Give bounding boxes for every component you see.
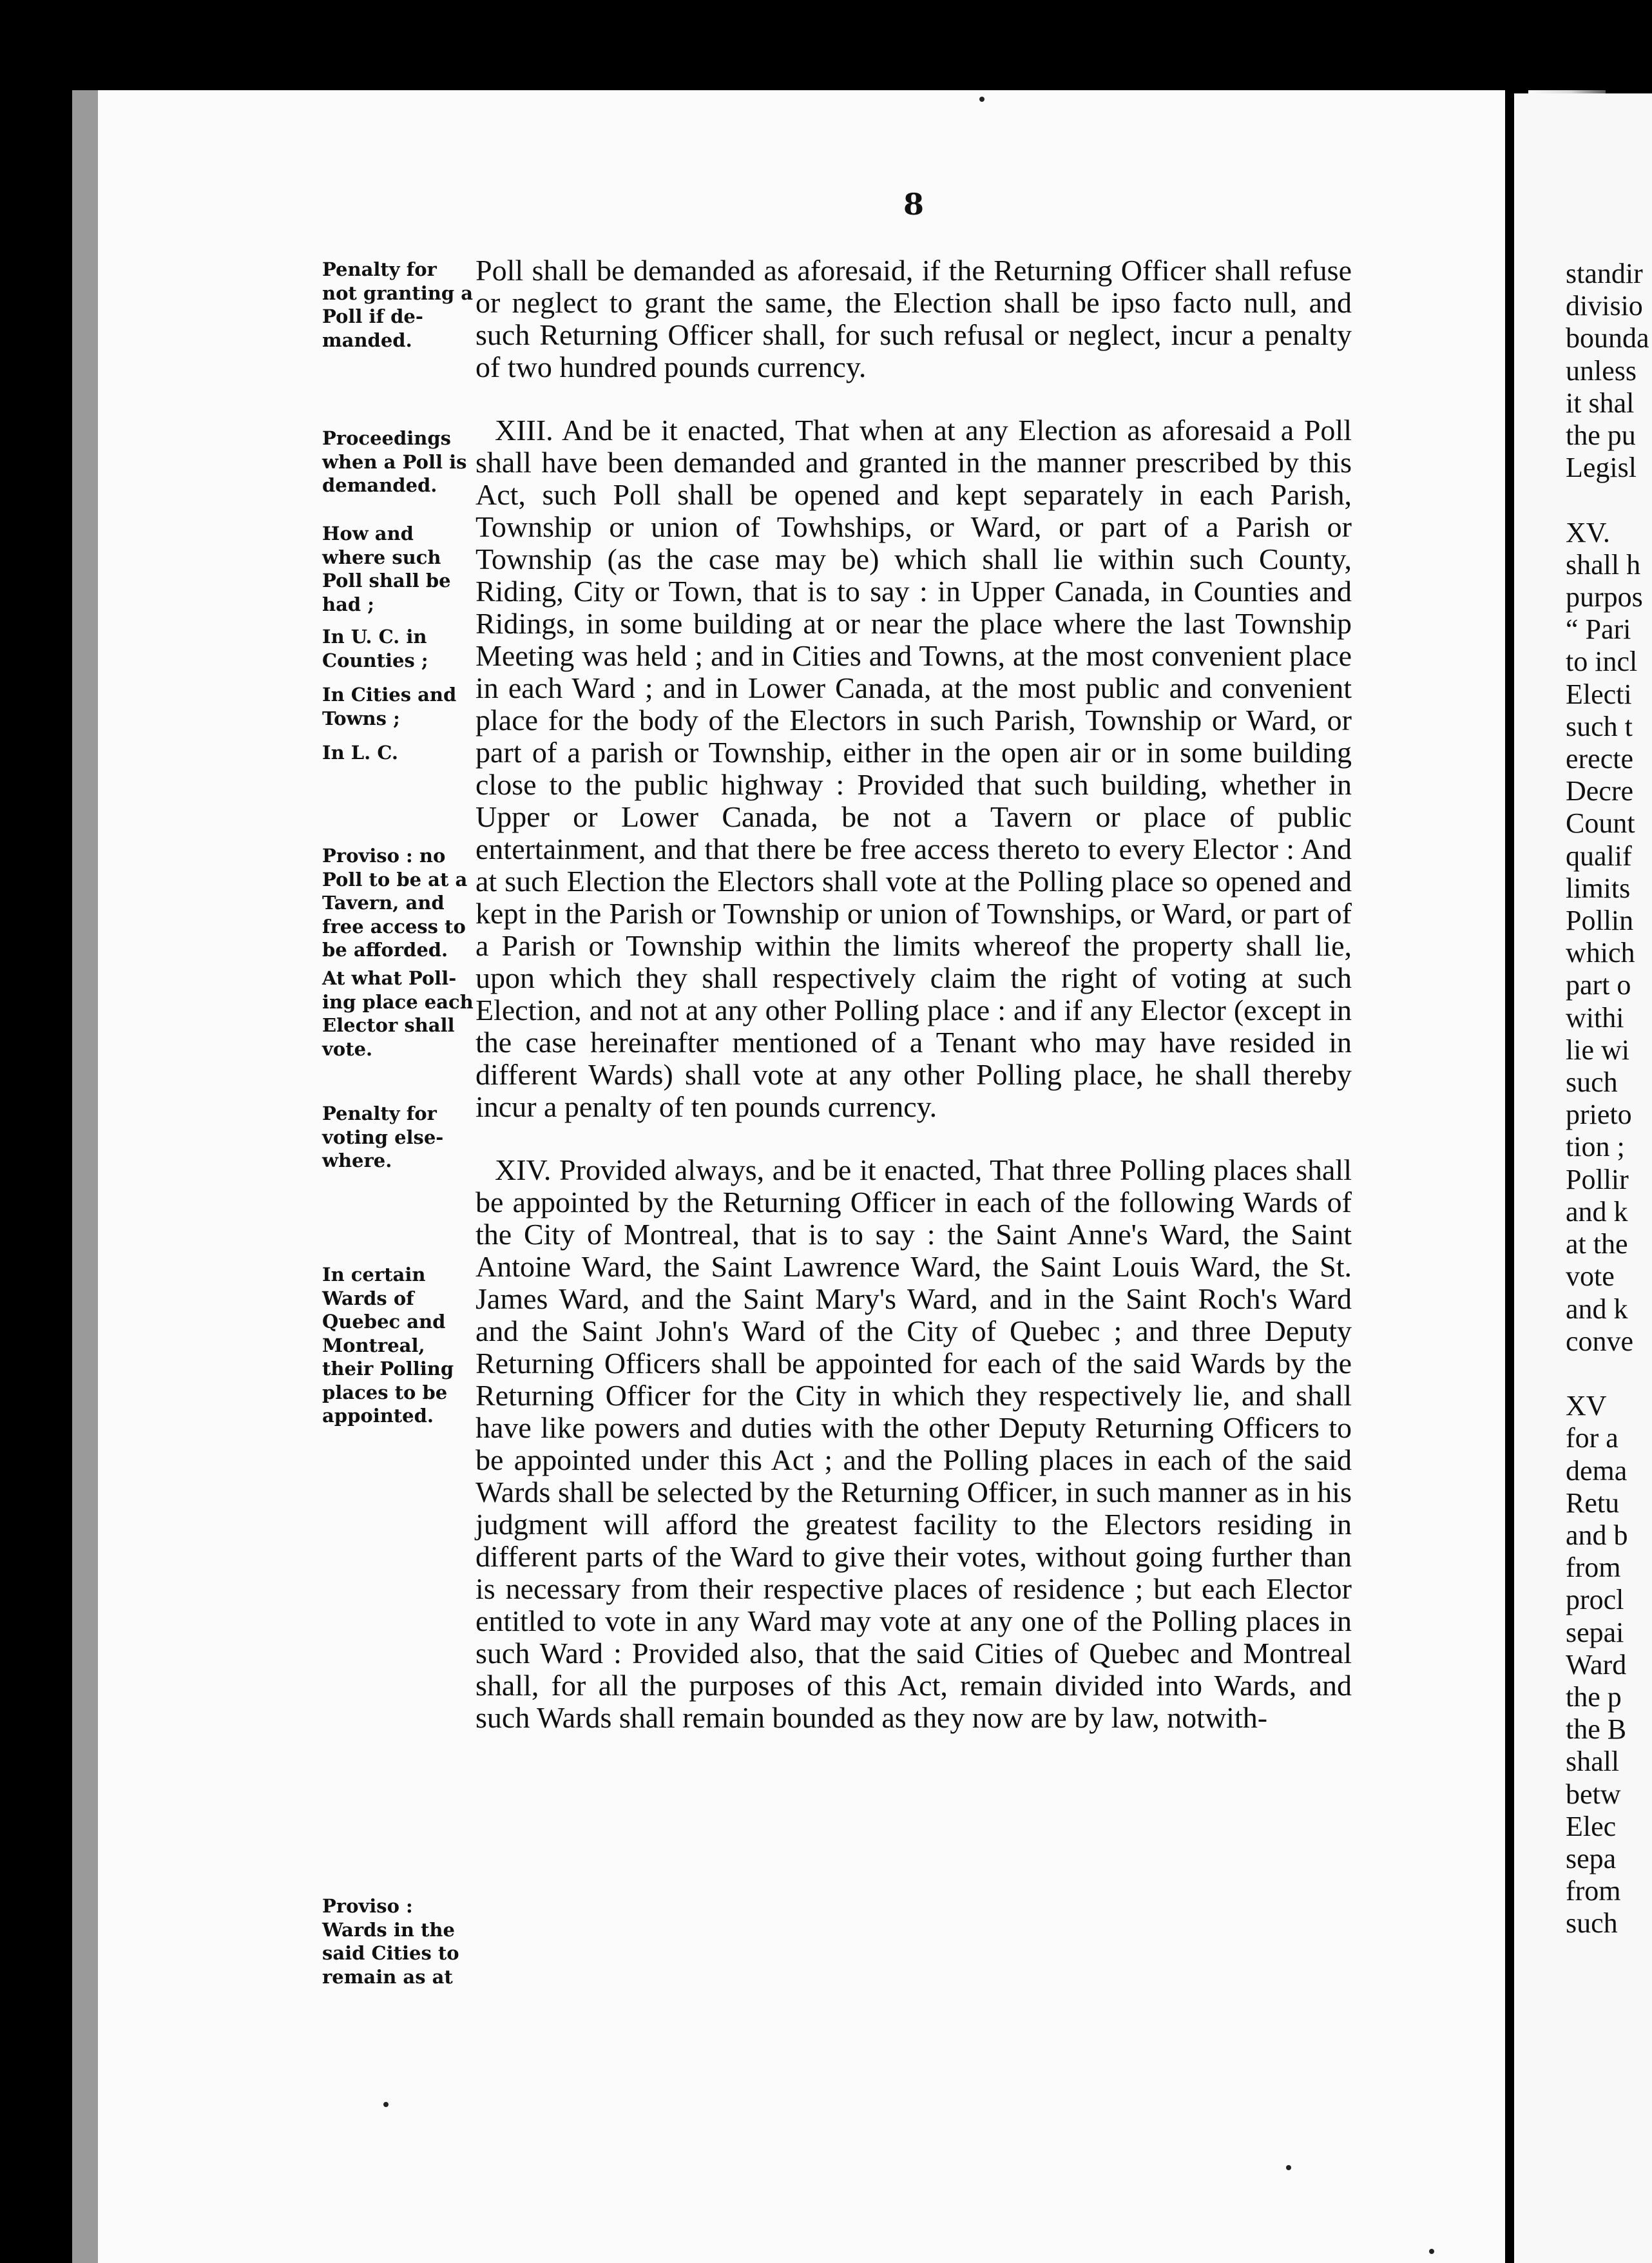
facing-page-line: and k	[1566, 1195, 1628, 1228]
margin-note-penalty-not-granting-poll: Penalty for not granting a Poll if de- manded.	[322, 258, 474, 351]
facing-page-line: Decre	[1566, 775, 1634, 807]
facing-page-line: Elec	[1566, 1810, 1617, 1842]
facing-page-line: conve	[1566, 1325, 1634, 1357]
facing-page-line: Ward	[1566, 1648, 1627, 1680]
facing-page-line: and b	[1566, 1519, 1628, 1551]
margin-note-lower-canada: In L. C.	[322, 742, 398, 764]
facing-page-line: tion ;	[1566, 1131, 1625, 1163]
facing-page-line: divisio	[1566, 290, 1643, 322]
facing-page-line: Count	[1566, 807, 1635, 840]
facing-page-line: “ Pari	[1566, 613, 1631, 646]
facing-page-line: such	[1566, 1066, 1618, 1099]
facing-page-line: purpos	[1566, 581, 1643, 613]
margin-note-polling-place: At what Poll- ing place each Elector shall vote.	[322, 967, 474, 1060]
facing-page-line: XV.	[1566, 516, 1610, 548]
facing-page-line: shall h	[1566, 548, 1641, 581]
facing-page-line: the B	[1566, 1713, 1627, 1746]
facing-page-line: lie wi	[1566, 1034, 1629, 1066]
facing-page-line: withi	[1566, 1001, 1624, 1034]
facing-page-line: shall	[1566, 1746, 1620, 1778]
print-speck	[1429, 2249, 1434, 2254]
facing-page-line: vote	[1566, 1260, 1615, 1293]
facing-page-line: from	[1566, 1552, 1621, 1584]
facing-page-line: qualif	[1566, 840, 1632, 872]
facing-page-line: standir	[1566, 258, 1643, 289]
paragraph-poll-penalty: Poll shall be demanded as aforesaid, if the Returning Officer shall refuse or neglect to grant the same, the Election shall be ipso facto null, and such Returning Officer shall, for such refusal or neglect, incur a penalty of two hundred pounds currency.	[475, 254, 1352, 383]
margin-note-wards-quebec-montreal: In certain Wards of Quebec and Montreal, their Polling places to be appointed.	[322, 1264, 454, 1427]
facing-page-line: from	[1566, 1875, 1621, 1907]
print-speck	[979, 97, 984, 102]
facing-page-line: Retu	[1566, 1487, 1620, 1519]
facing-page-line: prieto	[1566, 1099, 1632, 1131]
facing-page-line: the pu	[1566, 419, 1636, 452]
facing-page-line: limits	[1566, 872, 1631, 904]
facing-page-line: betw	[1566, 1778, 1621, 1810]
facing-page-line: for a	[1566, 1422, 1618, 1454]
facing-page-line: to incl	[1566, 646, 1638, 678]
paragraph-section-xiv: XIV. Provided always, and be it enacted, That three Polling places shall be appointed by the Returning Officer in each of the following Wards of the City of Montreal, that is to say : the Saint Anne's Ward, the Saint Antoine Ward, the Saint Lawrence Ward, the Saint Louis Ward, the St. James Ward, and the Saint Mary's Ward, and in the Saint Roch's Ward and the Saint John's Ward of the City of Quebec ; and three Deputy Returning Officers shall be appointed for each of the said Wards by the Returning Officer for the City in which they respectively lie, and shall have like powers and duties with the other Deputy Returning Officers to be appointed under this Act ; and the Polling places in each of the said Wards shall be selected by the Returning Officer, in such manner as in his judgment will afford the greatest facility to the Electors residing in different parts of the Ward to give their votes, without going further than is necessary from their respective places of residence ; but each Elector entitled to vote in any Ward may vote at any one of the Polling places in such Ward : Provided also, that the said Cities of Quebec and Montreal shall, for all the purposes of this Act, remain divided into Wards, and such Wards shall remain bounded as they now are by law, notwith-	[475, 1153, 1352, 1734]
facing-page-line: erecte	[1566, 743, 1633, 775]
facing-page	[1514, 93, 1652, 2263]
facing-page-line: procl	[1566, 1584, 1624, 1616]
facing-page-line: it shal	[1566, 387, 1635, 419]
facing-page-line: sepai	[1566, 1616, 1624, 1648]
facing-page-line: and k	[1566, 1293, 1628, 1325]
facing-page-line: the p	[1566, 1680, 1622, 1713]
margin-note-upper-canada-counties: In U. C. in Counties ;	[322, 626, 428, 671]
facing-page-line: XV	[1566, 1390, 1607, 1422]
paragraph-section-xiii: XIII. And be it enacted, That when at any Election as aforesaid a Poll shall have been demanded and granted in the manner prescribed by this Act, such Poll shall be opened and kept separately in each Parish, Township or union of Towhships, or Ward, or part of a Parish or Township (as the case may be) which shall lie within such County, Riding, City or Town, that is to say : in Upper Canada, in Counties and Ridings, in some building at or near the place where the last Township Meeting was held ; and in Cities and Towns, at the most convenient place in each Ward ; and in Lower Canada, at the most public and convenient place for the body of the Electors in such Parish, Township or Ward, or part of a parish or Township, either in the open air or in some building close to the public highway : Provided that such building, whether in Upper or Lower Canada, be not a Tavern or place of public entertainment, and that there be free access thereto to every Elector : And at such Election the Electors shall vote at the Polling place so opened and kept in the Parish or Township or union of Townships, or Ward, or part of a Parish or Township within the limits whereof the property shall lie, upon which they shall respectively claim the right of voting at such Election, and not at any other Polling place : and if any Elector (except in the case hereinafter mentioned of a Tenant who may have resided in different Wards) shall vote at any other Polling place, he shall thereby incur a penalty of ten pounds currency.	[475, 414, 1352, 1123]
facing-page-line: such t	[1566, 710, 1633, 742]
print-speck	[1286, 2165, 1291, 2170]
facing-page-line: at the	[1566, 1228, 1628, 1260]
facing-page-line: Pollin	[1566, 905, 1634, 937]
margin-note-penalty-voting-elsewhere: Penalty for voting else- where.	[322, 1103, 444, 1171]
facing-page-line	[1566, 484, 1652, 516]
facing-page-line: Pollir	[1566, 1163, 1629, 1195]
facing-page-line: dema	[1566, 1454, 1628, 1487]
margin-note-proceedings: Proceedings when a Poll is demanded.	[322, 427, 467, 496]
page-number: 8	[903, 187, 925, 222]
facing-page-line: part o	[1566, 969, 1631, 1001]
print-speck	[383, 2102, 389, 2107]
facing-page-line: Electi	[1566, 678, 1632, 710]
body-text	[475, 255, 1352, 1734]
facing-page-line: which	[1566, 937, 1635, 969]
margin-note-proviso-wards: Proviso : Wards in the said Cities to remain as at	[322, 1895, 459, 1988]
facing-page-line: sepa	[1566, 1842, 1617, 1874]
margin-note-proviso-tavern: Proviso : no Poll to be at a Tavern, and free access to be afforded.	[322, 845, 468, 961]
facing-page-line: bounda	[1566, 322, 1649, 354]
facing-page-line: Legisl	[1566, 452, 1637, 484]
facing-page-line	[1566, 1358, 1652, 1390]
facing-page-text	[1566, 258, 1652, 1940]
facing-page-line: unless	[1566, 354, 1637, 387]
margin-note-how-and-where: How and where such Poll shall be had ;	[322, 523, 451, 615]
facing-page-line: such	[1566, 1907, 1618, 1940]
margin-note-cities-towns: In Cities and Towns ;	[322, 684, 457, 729]
